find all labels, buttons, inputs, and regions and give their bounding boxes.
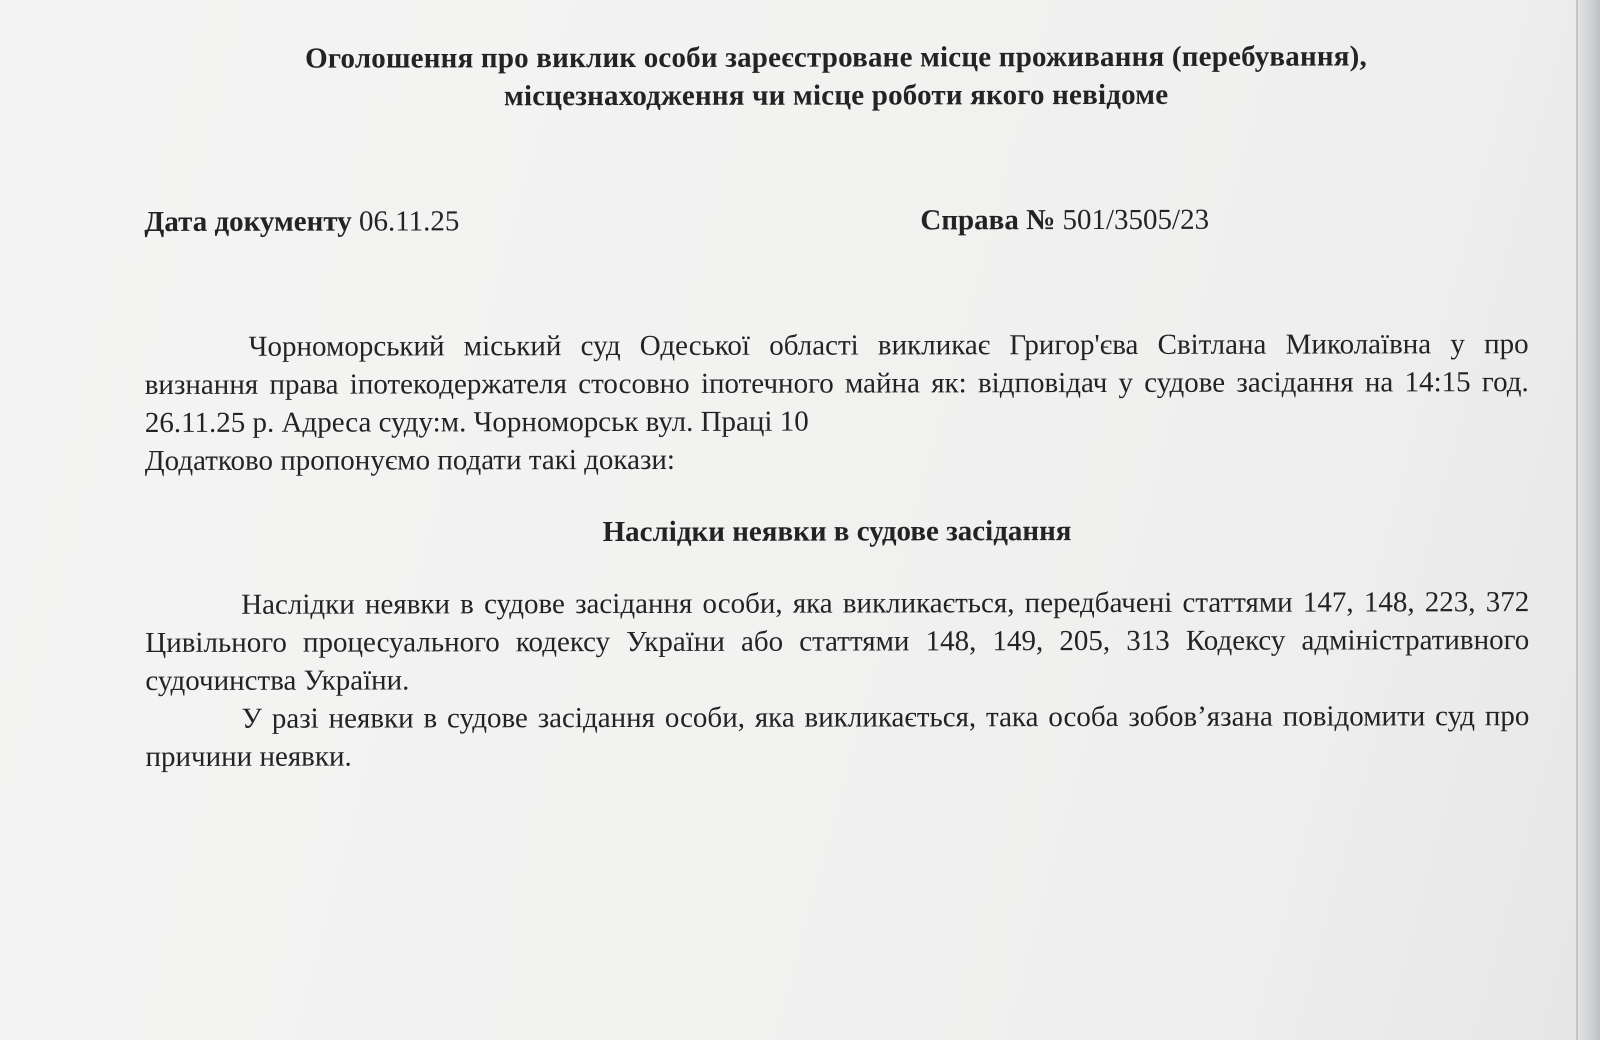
paper-edge-shadow [1578, 0, 1600, 1040]
document-date-label: Дата документу [144, 205, 352, 238]
document-title-line-1: Оголошення про виклик особи зареєстроване місце проживання (перебування), [305, 40, 1368, 75]
document-date-value: 06.11.25 [358, 205, 460, 238]
document-date [144, 201, 459, 242]
summons-section [145, 325, 1529, 480]
document-title [144, 37, 1528, 116]
evidence-request-line: Додатково пропонуємо подати такі докази: [144, 443, 675, 477]
document-meta-row [144, 199, 1528, 242]
consequences-paragraph-1: Наслідки неявки в судове засідання особи, яка викликається, передбачені статтями 147, 148, 223, 372 Цивільного процесуального кодексу України або статтями 148, 149, 205, 313 Кодексу адміністративного судочинства України. [145, 586, 1530, 697]
summons-paragraph: Чорноморський міський суд Одеської області викликає Григор'єва Світлана Миколаївна у про визнання права іпотекодержателя стосовно іпотечного майна як: відповідач у судове засідання на 14:15 год. 26.11.25 р. Адреса суду:м. Чорноморськ вул. Праці 10 [144, 328, 1529, 439]
case-number [920, 200, 1209, 241]
consequences-paragraph-2: У разі неявки в судове засідання особи, яка викликається, така особа зобов’язана повідомити суд про причини неявки. [145, 700, 1530, 773]
court-notice-document [144, 37, 1530, 776]
consequences-section [145, 583, 1529, 776]
case-number-label: Справа № [920, 204, 1056, 237]
consequences-heading: Наслідки неявки в судове засідання [602, 515, 1072, 549]
case-number-value: 501/3505/23 [1062, 203, 1210, 237]
document-title-line-2: місцезнаходження чи місце роботи якого невідоме [503, 78, 1169, 113]
